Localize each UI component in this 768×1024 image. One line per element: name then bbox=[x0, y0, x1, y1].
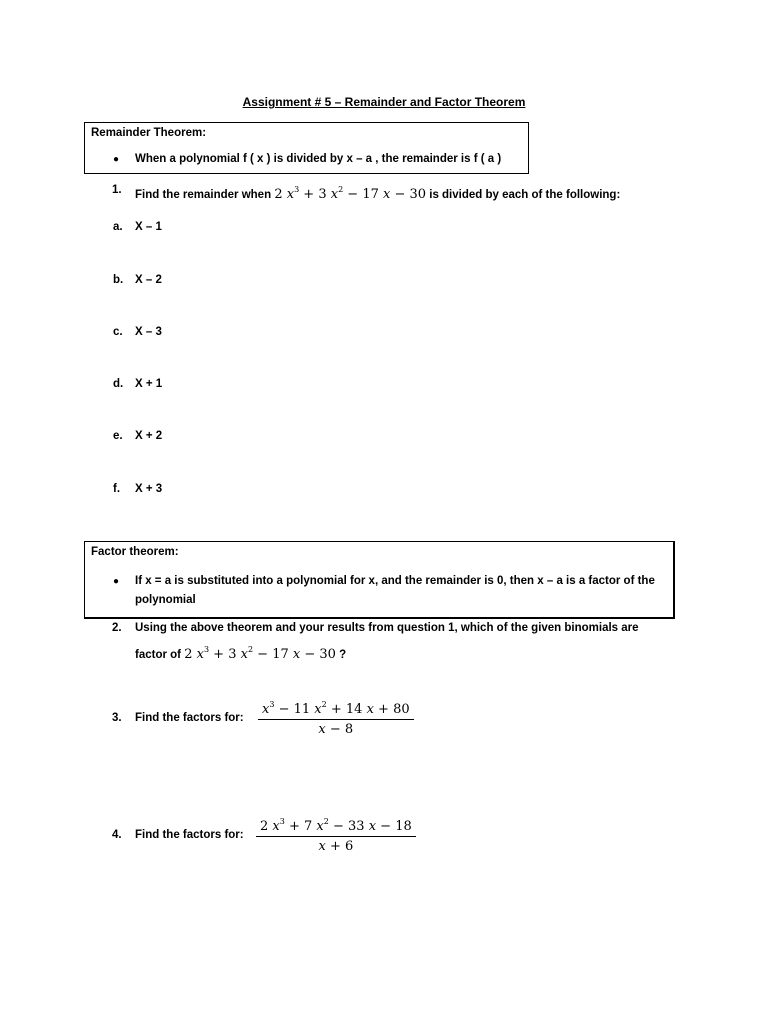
question-2-line2 bbox=[135, 640, 346, 665]
question-1-text bbox=[135, 180, 620, 205]
polynomial-expression: 2 $x^3 + 3$ $x^2 - 17$ x − 30 bbox=[274, 185, 427, 202]
question-2-number: 2. bbox=[112, 622, 122, 634]
question-2-suffix: ? bbox=[339, 649, 347, 661]
question-1-suffix: is divided by each of the following: bbox=[429, 189, 621, 201]
question-4-number: 4. bbox=[112, 829, 122, 841]
remainder-theorem-box bbox=[84, 122, 529, 174]
question-1-number: 1. bbox=[112, 184, 122, 196]
question-4-denominator: x + 6 bbox=[318, 839, 354, 854]
item-f-letter: f. bbox=[113, 483, 121, 495]
question-3-text: Find the factors for: bbox=[135, 712, 244, 724]
bullet-icon: ● bbox=[113, 576, 120, 587]
factor-theorem-statement-line1: If x = a is substituted into a polynomial for x, and the remainder is 0, then x – a is a factor of the bbox=[135, 575, 655, 587]
question-3-fraction bbox=[258, 700, 414, 737]
question-4-text: Find the factors for: bbox=[135, 829, 244, 841]
item-e-letter: e. bbox=[113, 430, 123, 442]
factor-theorem-box bbox=[84, 541, 675, 619]
remainder-theorem-heading: Remainder Theorem: bbox=[91, 127, 207, 139]
item-d-letter: d. bbox=[113, 378, 124, 390]
item-a-text: X – 1 bbox=[135, 221, 162, 233]
question-3-number: 3. bbox=[112, 712, 122, 724]
question-4-numerator: 2 $x^3 + 7$ $x^2 - 33$ x − 18 bbox=[256, 817, 416, 837]
bullet-icon: ● bbox=[113, 154, 120, 165]
item-f-text: X + 3 bbox=[135, 483, 163, 495]
question-3-numerator: $x^3 - 11$ $x^2 + 14$ x + 80 bbox=[258, 700, 414, 720]
remainder-theorem-statement: When a polynomial f ( x ) is divided by x – a , the remainder is f ( a ) bbox=[135, 153, 502, 165]
question-1-prefix: Find the remainder when bbox=[135, 189, 272, 201]
item-c-text: X – 3 bbox=[135, 326, 162, 338]
item-c-letter: c. bbox=[113, 326, 123, 338]
question-4-fraction bbox=[256, 817, 416, 854]
question-2-prefix: factor of bbox=[135, 649, 181, 661]
page-title: Assignment # 5 – Remainder and Factor Theorem bbox=[242, 95, 526, 109]
factor-theorem-statement-line2: polynomial bbox=[135, 594, 196, 606]
item-d-text: X + 1 bbox=[135, 378, 163, 390]
item-e-text: X + 2 bbox=[135, 430, 163, 442]
question-2-line1: Using the above theorem and your results from question 1, which of the given binomials are bbox=[135, 622, 639, 634]
question-3-denominator: x − 8 bbox=[318, 722, 354, 737]
factor-theorem-heading: Factor theorem: bbox=[91, 546, 179, 558]
polynomial-expression: 2 $x^3 + 3$ $x^2 - 17$ x − 30 bbox=[184, 645, 336, 662]
item-b-letter: b. bbox=[113, 274, 124, 286]
item-a-letter: a. bbox=[113, 221, 123, 233]
item-b-text: X – 2 bbox=[135, 274, 162, 286]
